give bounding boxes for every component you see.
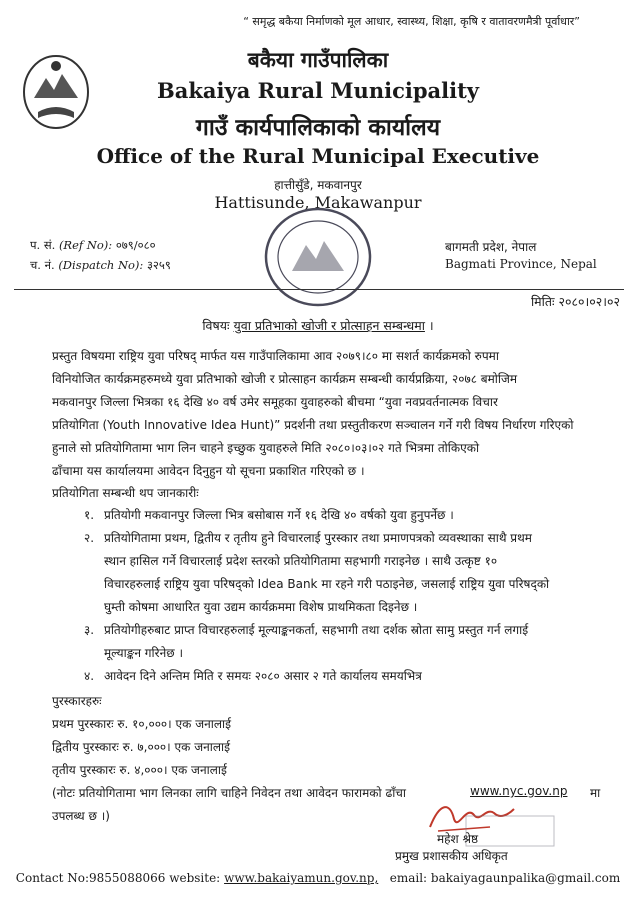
list-item-continued: मूल्याङ्कन गरिनेछ । [104, 646, 184, 660]
office-name-nepali: गाउँ कार्यपालिकाको कार्यालय [195, 115, 441, 141]
signatory-title: प्रमुख प्रशासकीय अधिकृत [395, 849, 508, 863]
list-item-continued: स्थान हासिल गर्ने विचारलाई प्रदेश स्तरको प्रतियोगितामा सहभागी गराइनेछ । साथै उत्कृष्ट १० [104, 554, 498, 568]
header-divider [14, 289, 624, 290]
intro-line: ढाँचामा यस कार्यालयमा आवेदन दिनुहुन यो सूचना प्रकाशित गरिएको छ । [52, 464, 365, 478]
prizes-heading: पुरस्कारहरुः [52, 694, 102, 708]
website-link[interactable]: www.bakaiyamun.gov.np, [224, 871, 379, 885]
list-number: १. [84, 508, 95, 522]
subject-text: युवा प्रतिभाको खोजी र प्रोत्साहन सम्बन्धमा [233, 318, 425, 333]
list-item: प्रतियोगीहरुबाट प्राप्त विचारहरुलाई मूल्याङ्कनकर्ता, सहभागी तथा दर्शक स्रोता सामु प्रस्तुत गर्न लगाई [104, 623, 529, 637]
list-item: आवेदन दिने अन्तिम मिति र समयः २०८० असार २ गते कार्यालय समयभित्र [104, 669, 422, 683]
email-address[interactable]: bakaiyagaunpalika@gmail.com [430, 871, 621, 885]
intro-line: विनियोजित कार्यक्रमहरुमध्ये युवा प्रतिभाको खोजी र प्रोत्साहन कार्यक्रम सम्बन्धी कार्यप्रक्रिया, २०७८ बमोजिम [52, 372, 518, 386]
prize-item: प्रथम पुरस्कारः रु. १०,०००। एक जनालाई [52, 717, 232, 731]
note-line: उपलब्ध छ ।) [52, 809, 110, 823]
list-item-continued: घुम्ती कोषमा आधारित युवा उद्यम कार्यक्रममा विशेष प्राथमिकता दिइनेछ । [104, 600, 418, 614]
list-number: ४. [84, 669, 95, 683]
prize-item: तृतीय पुरस्कारः रु. ४,०००। एक जनालाई [52, 763, 227, 777]
municipality-name-nepali: बकैया गाउँपालिका [247, 48, 389, 72]
official-stamp [262, 205, 374, 309]
intro-line: प्रतियोगिता (Youth Innovative Idea Hunt)” प्रदर्शनी तथा प्रस्तुतीकरण सञ्चालन गर्ने गरी विषय निर्धारण गरिएको [52, 418, 574, 432]
list-number: ३. [84, 623, 95, 637]
province-english: Bagmati Province, Nepal [445, 257, 597, 271]
note-line-end: मा [590, 786, 601, 800]
location-nepali: हात्तीसुँडे, मकवानपुर [274, 178, 362, 192]
office-name-english: Office of the Rural Municipal Executive [96, 144, 540, 168]
details-heading: प्रतियोगिता सम्बन्धी थप जानकारीः [52, 486, 199, 500]
subject-line: विषयः युवा प्रतिभाको खोजी र प्रोत्साहन सम्बन्धमा । [202, 318, 434, 333]
municipality-name-english: Bakaiya Rural Municipality [157, 78, 479, 103]
prize-item: द्वितीय पुरस्कारः रु. ७,०००। एक जनालाई [52, 740, 231, 754]
dispatch-number: च. नं. (Dispatch No): ३२५९ [30, 258, 171, 272]
intro-line: हुनाले सो प्रतियोगितामा भाग लिन चाहने इच्छुक युवाहरुले मिति २०८०।०३।०२ गते भित्रमा तोकिएको [52, 441, 480, 455]
intro-line: मकवानपुर जिल्ला भित्रका १६ देखि ४० वर्ष उमेर समूहका युवाहरुको बीचमा “युवा नवप्रवर्तनात्मक विचार [52, 395, 498, 409]
letter-date: मितिः २०८०।०२।०२ [530, 294, 620, 309]
footer-contact: Contact No:9855088066 website: www.bakaiyamun.gov.np, email: bakaiyagaunpalika@gmail.com [15, 871, 621, 885]
tagline: “ समृद्ध बकैया निर्माणको मूल आधार, स्वास्थ्य, शिक्षा, कृषि र वातावरणमैत्री पूर्वाधार” [243, 15, 580, 28]
province-nepali: बागमती प्रदेश, नेपाल [445, 240, 537, 254]
intro-line: प्रस्तुत विषयमा राष्ट्रिय युवा परिषद् मार्फत यस गाउँपालिकामा आव २०७९।८० मा सशर्त कार्यक्रमको रुपमा [52, 349, 499, 363]
list-item: प्रतियोगितामा प्रथम, द्वितीय र तृतीय हुने विचारलाई पुरस्कार तथा प्रमाणपत्रको व्यवस्थाका साथै प्रथम [104, 531, 532, 545]
note-line: (नोटः प्रतियोगितामा भाग लिनका लागि चाहिने निवेदन तथा आवेदन फारामको ढाँचा [52, 786, 407, 800]
list-item-continued: विचारहरुलाई राष्ट्रिय युवा परिषद्को Idea Bank मा रहने गरी पठाइनेछ, जसलाई राष्ट्रिय युवा परिषद्को [104, 577, 550, 591]
nyc-website-link[interactable]: www.nyc.gov.np [470, 784, 568, 798]
location-english: Hattisunde, Makawanpur [214, 193, 422, 212]
list-number: २. [84, 531, 95, 545]
contact-number: Contact No:9855088066 [15, 871, 166, 885]
ref-number: प. सं. (Ref No): ०७९/०८० [30, 238, 156, 252]
signatory-name: महेश श्रेष्ठ [437, 832, 479, 846]
list-item: प्रतियोगी मकवानपुर जिल्ला भित्र बसोबास गर्ने १६ देखि ४० वर्षको युवा हुनुपर्नेछ । [104, 508, 454, 522]
